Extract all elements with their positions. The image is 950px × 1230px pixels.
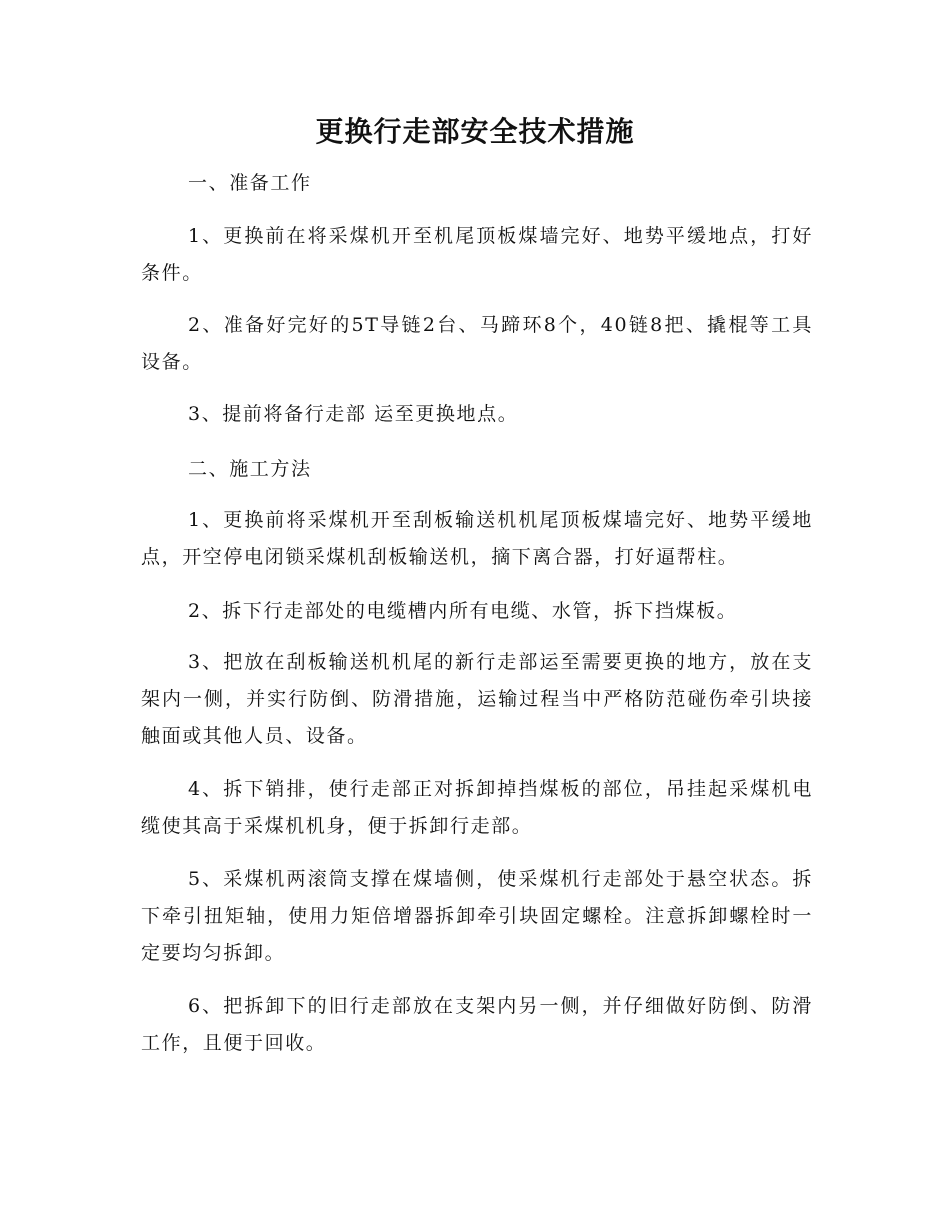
paragraph-prep-2: 2、准备好完好的5T导链2台、马蹄环8个，40链8把、撬棍等工具设备。: [141, 314, 813, 373]
section-heading-method: 二、施工方法: [188, 458, 312, 480]
paragraph-prep-3: 3、提前将备行走部 运至更换地点。: [188, 403, 519, 425]
section-heading-preparation: 一、准备工作: [188, 172, 312, 194]
paragraph-method-6: 6、把拆卸下的旧行走部放在支架内另一侧，并仔细做好防倒、防滑工作，且便于回收。: [141, 995, 813, 1054]
paragraph-method-1: 1、更换前将采煤机开至刮板输送机机尾顶板煤墙完好、地势平缓地点，开空停电闭锁采煤机刮板输送机，摘下离合器，打好逼帮柱。: [141, 509, 813, 568]
document-title: 更换行走部安全技术措施: [315, 115, 635, 148]
paragraph-method-2: 2、拆下行走部处的电缆槽内所有电缆、水管，拆下挡煤板。: [188, 600, 738, 622]
paragraph-method-3: 3、把放在刮板输送机机尾的新行走部运至需要更换的地方，放在支架内一侧，并实行防倒、防滑措施，运输过程当中严格防范碰伤牵引块接触面或其他人员、设备。: [141, 651, 813, 747]
paragraph-method-5: 5、采煤机两滚筒支撑在煤墙侧，使采煤机行走部处于悬空状态。拆下牵引扭矩轴，使用力矩倍增器拆卸牵引块固定螺栓。注意拆卸螺栓时一定要均匀拆卸。: [141, 868, 813, 964]
paragraph-prep-1: 1、更换前在将采煤机开至机尾顶板煤墙完好、地势平缓地点，打好条件。: [141, 225, 813, 284]
paragraph-method-4: 4、拆下销排，使行走部正对拆卸掉挡煤板的部位，吊挂起采煤机电缆使其高于采煤机机身，便于拆卸行走部。: [141, 778, 813, 837]
